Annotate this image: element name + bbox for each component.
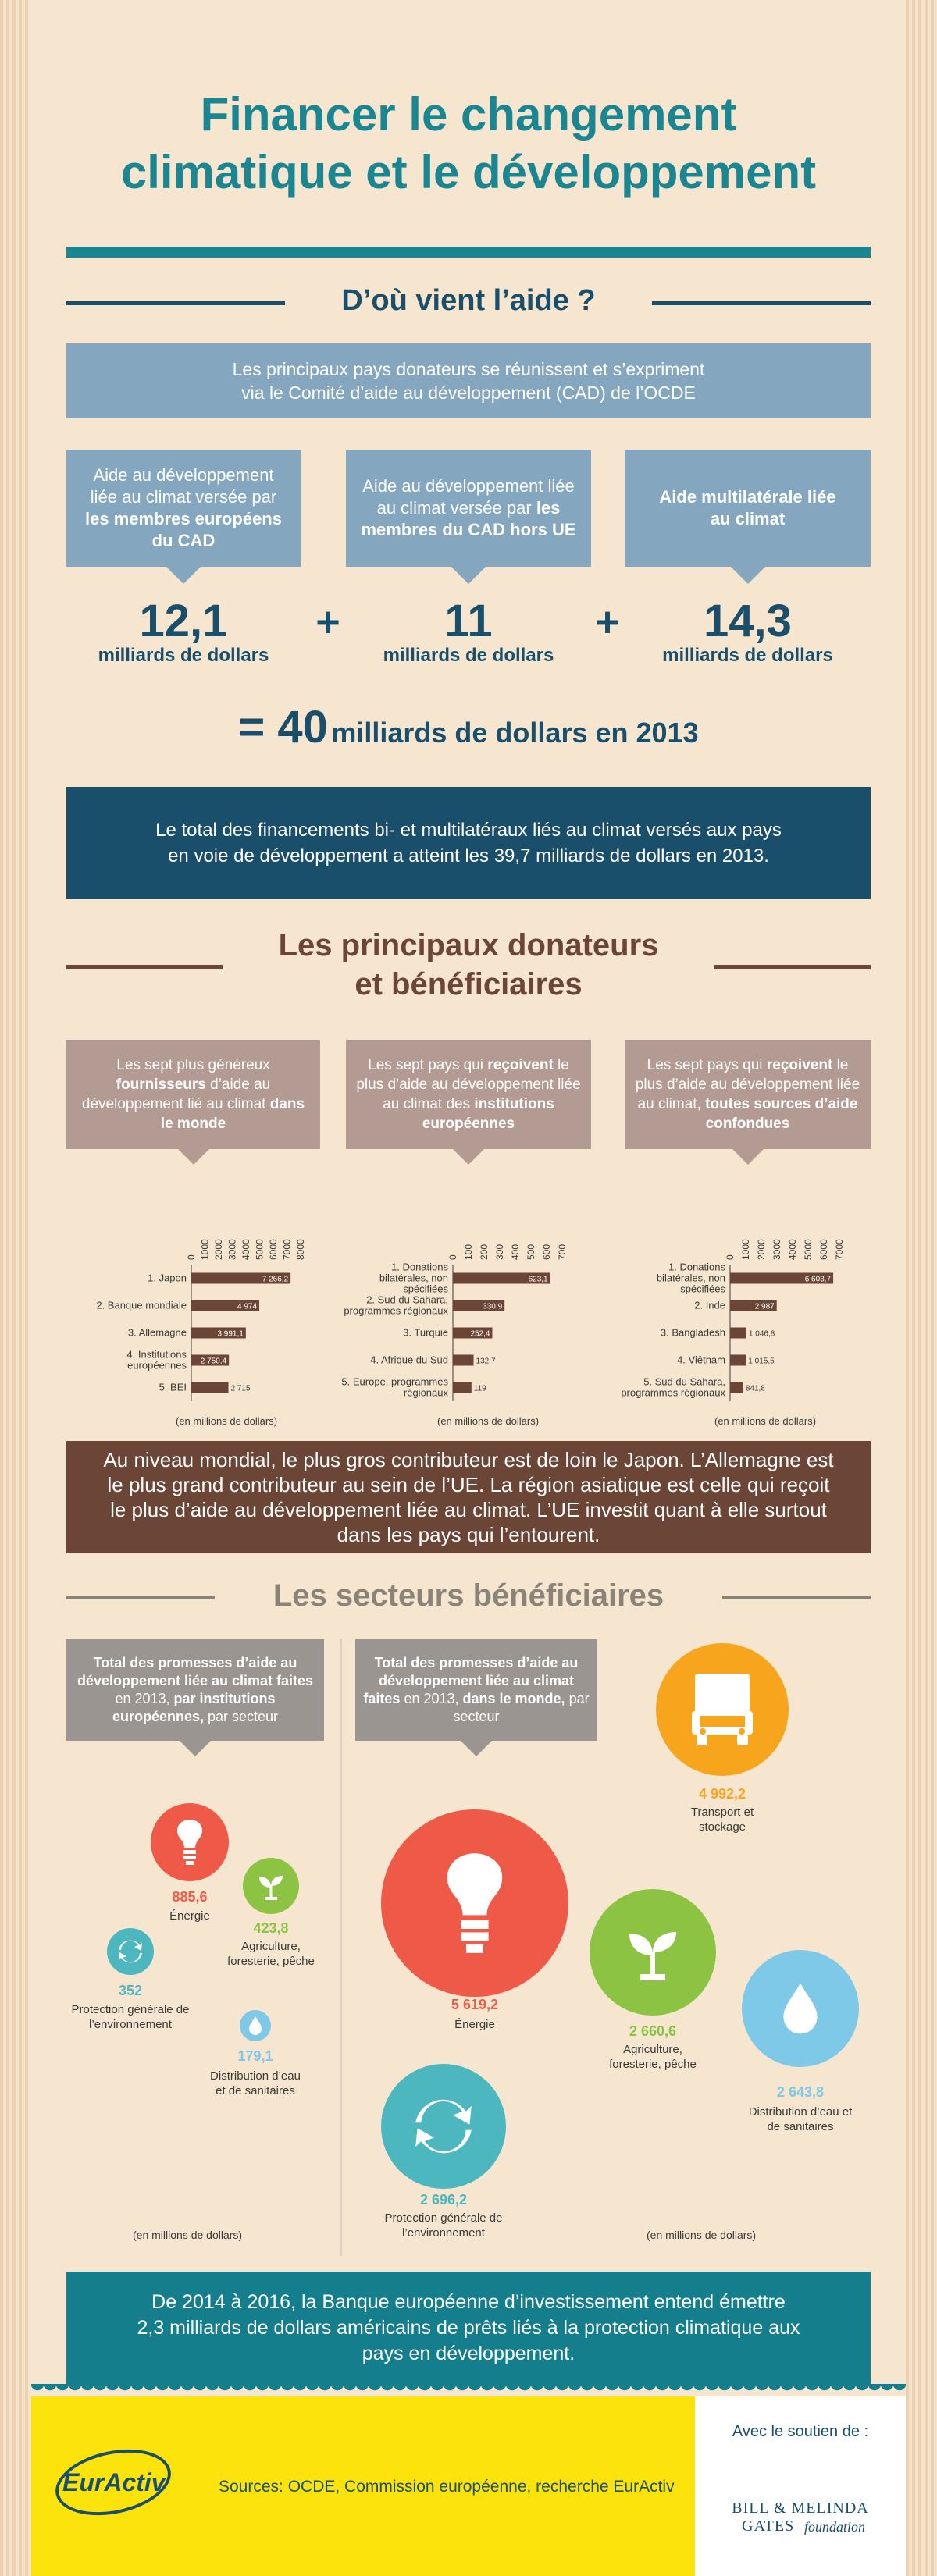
category-label: spécifiées xyxy=(680,1283,725,1295)
water-drop-icon xyxy=(248,2016,263,2036)
x-axis-label: (en millions de dollars) xyxy=(714,1415,817,1427)
bar xyxy=(730,1328,746,1339)
gates-logo-line-2: GATES xyxy=(742,2517,795,2535)
value-multilateral xyxy=(625,598,871,667)
source-box-text: Aide au développement liée au climat versée par xyxy=(90,465,277,507)
bar xyxy=(453,1382,472,1393)
tick-label: 0 xyxy=(725,1254,736,1260)
category-label: européennes xyxy=(127,1359,187,1372)
bar xyxy=(730,1355,746,1366)
tick-label: 1000 xyxy=(740,1239,751,1260)
partner-panel xyxy=(695,2396,906,2576)
box-text: par secteur xyxy=(453,1691,590,1724)
box-bold: institutions européennes xyxy=(422,1096,554,1132)
sectors-box-eu xyxy=(66,1639,324,1741)
box-text: le plus d’aide au développement liée au climat des xyxy=(356,1057,581,1112)
donor-box-providers xyxy=(66,1040,320,1149)
recycle-icon xyxy=(116,1937,144,1966)
tick-label: 300 xyxy=(494,1244,505,1260)
gates-logo-line-3: foundation xyxy=(804,2519,866,2535)
sectors-unit-note-left: (en millions de dollars) xyxy=(133,2229,243,2241)
data-label: 330,9 xyxy=(483,1302,503,1311)
title-divider xyxy=(66,247,871,258)
category-label: 3. Allemagne xyxy=(127,1326,187,1339)
box-bold: reçoivent xyxy=(766,1057,833,1073)
category-label: 2. Inde xyxy=(694,1299,725,1311)
sector-label: Protection générale de l’environnement xyxy=(71,2003,190,2031)
section-rule-left xyxy=(66,965,223,969)
dac-intro-line-1: Les principaux pays donateurs se réunissent et s’expriment xyxy=(232,359,705,379)
box-bold: Total des promesses d’aide au développement liée au climat faites xyxy=(363,1655,579,1706)
data-label: 623,1 xyxy=(528,1275,548,1284)
sector-label: Distribution d’eau et de sanitaires xyxy=(748,2105,853,2133)
section-rule-left xyxy=(66,1596,215,1599)
box-bold: dans le monde xyxy=(160,1096,305,1132)
sector-circle-agriculture xyxy=(590,1889,716,2016)
sector-label: Distribution d’eau et de sanitaires xyxy=(210,2069,301,2097)
tick-label: 3000 xyxy=(226,1239,238,1260)
sector-circle-environment xyxy=(381,2064,506,2189)
tick-label: 6000 xyxy=(268,1239,279,1260)
scallop-edge xyxy=(31,2384,906,2396)
data-label: 1 015,5 xyxy=(748,1357,775,1366)
box-text: d’aide au développement lié au climat xyxy=(81,1076,271,1112)
category-label: spécifiées xyxy=(403,1283,448,1295)
source-box-bold: les membres du CAD hors UE xyxy=(361,498,576,539)
section-heading-origin: D’où vient l’aide ? xyxy=(341,284,596,317)
section-rule-right xyxy=(722,1596,871,1599)
total-text: milliards de dollars en 2013 xyxy=(331,717,699,749)
category-label: 5. BEI xyxy=(159,1381,187,1393)
box-text: Les sept plus généreux xyxy=(116,1057,270,1073)
box-text: Les sept pays qui xyxy=(647,1057,763,1073)
sectors-unit-note-right: (en millions de dollars) xyxy=(647,2229,757,2241)
value-number: 12,1 xyxy=(139,596,228,646)
source-box-bold: les membres européens du CAD xyxy=(85,509,282,550)
category-label: bilatérales, non xyxy=(379,1272,448,1284)
sector-value: 423,8 xyxy=(253,1920,289,1936)
sector-circle-energy xyxy=(151,1803,229,1881)
value-number: 11 xyxy=(444,596,493,646)
title-line-1: Financer le changement xyxy=(200,88,737,141)
box-bold: Total des promesses d’aide au développement liée au climat faites xyxy=(77,1655,314,1688)
tick-label: 7000 xyxy=(281,1239,293,1260)
data-label: 841,8 xyxy=(745,1384,765,1393)
category-label: 4. Viêtnam xyxy=(677,1354,725,1366)
gates-logo-line-1: BILL & MELINDA xyxy=(732,2500,869,2517)
category-label: 1. Donations xyxy=(668,1261,725,1273)
sources-text: Sources: OCDE, Commission européenne, recherche EurActiv xyxy=(219,2478,675,2496)
dac-intro-box xyxy=(66,343,871,418)
bei-note: De 2014 à 2016, la Banque européenne d’investissement entend émettre 2,3 milliards de dollars américains de prêts liés à la protection climatique aux pays en développement. xyxy=(66,2272,871,2384)
truck-icon xyxy=(689,1672,756,1747)
donor-box-eu-recipients xyxy=(346,1040,591,1149)
section-rule-right xyxy=(714,965,871,969)
source-box-multilateral xyxy=(625,450,871,567)
sector-label: Énergie xyxy=(169,1909,210,1923)
data-label: 4 974 xyxy=(237,1302,258,1311)
box-bold: toutes sources d’aide confondues xyxy=(705,1096,858,1132)
tick-label: 600 xyxy=(541,1244,552,1260)
tick-label: 200 xyxy=(479,1244,490,1260)
box-bold: par institutions européennes, xyxy=(112,1691,276,1724)
box-bold: dans le monde, xyxy=(462,1691,565,1706)
source-box-non-eu-members xyxy=(346,450,591,567)
category-label: programmes régionaux xyxy=(344,1304,448,1317)
value-unit: milliards de dollars xyxy=(98,645,269,666)
data-label: 132,7 xyxy=(476,1357,496,1366)
box-text: en 2013, xyxy=(115,1691,170,1706)
sector-label: Protection générale de l’environnement xyxy=(384,2211,503,2240)
bulb-icon xyxy=(170,1818,209,1866)
sector-label: Transport et stockage xyxy=(690,1806,754,1834)
tick-label: 4000 xyxy=(240,1239,251,1260)
total-financing-note xyxy=(66,787,871,899)
sector-circle-water xyxy=(742,1950,859,2067)
category-label: 1. Donations xyxy=(391,1261,448,1273)
source-box-eu-members xyxy=(66,450,301,567)
left-stripe-border xyxy=(0,0,31,2576)
section-rule-left xyxy=(66,301,285,305)
sector-value: 2 660,6 xyxy=(629,2023,677,2039)
data-label: 3 991,1 xyxy=(217,1329,244,1339)
category-label: 2. Banque mondiale xyxy=(96,1299,187,1311)
note-line-2: en voie de développement a atteint les 39,7 milliards de dollars en 2013. xyxy=(168,845,769,866)
sector-value: 4 992,2 xyxy=(698,1786,746,1802)
data-label: 1 046,8 xyxy=(748,1329,775,1339)
box-text: Les sept pays qui xyxy=(368,1057,484,1073)
tick-label: 400 xyxy=(510,1244,521,1260)
bar xyxy=(191,1382,229,1393)
total-value: = 40 xyxy=(238,702,328,753)
data-label: 2 750,4 xyxy=(200,1357,227,1366)
category-label: régionaux xyxy=(403,1386,448,1399)
sector-value: 179,1 xyxy=(237,2048,273,2064)
category-label: 4. Institutions xyxy=(126,1348,187,1361)
x-axis-label: (en millions de dollars) xyxy=(176,1415,278,1427)
box-bold: reçoivent xyxy=(487,1057,554,1073)
title-line-2: climatique et le développement xyxy=(120,146,817,198)
sector-circle-environment xyxy=(107,1928,154,1975)
tick-label: 4000 xyxy=(787,1239,798,1260)
value-unit: milliards de dollars xyxy=(662,645,833,666)
tick-label: 2000 xyxy=(213,1239,224,1260)
tick-label: 3000 xyxy=(771,1239,782,1260)
data-label: 7 266,2 xyxy=(262,1275,289,1284)
sector-value: 352 xyxy=(118,1983,143,1998)
sector-circle-agriculture xyxy=(243,1858,299,1914)
euractiv-logo: EurActiv xyxy=(62,2468,166,2496)
sector-label: Énergie xyxy=(454,2018,495,2031)
chart-top-providers xyxy=(55,1202,336,1427)
tick-label: 700 xyxy=(557,1244,568,1260)
sprout-icon xyxy=(255,1870,287,1902)
sector-value: 885,6 xyxy=(172,1889,208,1905)
bulb-icon xyxy=(432,1848,518,1958)
total-line xyxy=(66,701,871,753)
water-drop-icon xyxy=(779,1980,821,2037)
sector-label: Agriculture, foresterie, pêche xyxy=(609,2043,697,2071)
tick-label: 100 xyxy=(463,1244,474,1260)
tick-label: 5000 xyxy=(803,1239,814,1260)
tick-label: 2000 xyxy=(756,1239,767,1260)
sector-value: 2 643,8 xyxy=(776,2084,825,2100)
data-label: 2 987 xyxy=(754,1302,775,1311)
bar xyxy=(453,1355,474,1366)
footer xyxy=(31,2396,906,2576)
category-label: 2. Sud du Sahara, xyxy=(366,1293,448,1306)
tick-label: 1000 xyxy=(199,1239,211,1260)
sectors-box-world xyxy=(355,1639,597,1741)
category-label: bilatérales, non xyxy=(656,1272,725,1284)
section-rule-right xyxy=(652,301,871,305)
section-heading-donors xyxy=(223,926,714,1004)
sector-circle-transport xyxy=(656,1643,789,1776)
page-title xyxy=(0,86,937,201)
sector-label: Agriculture, foresterie, pêche xyxy=(227,1940,315,1968)
data-label: 119 xyxy=(473,1384,486,1393)
data-label: 6 603,7 xyxy=(804,1275,832,1284)
source-box-bold: Aide multilatérale liée au climat xyxy=(659,487,836,528)
chart-all-recipients xyxy=(593,1202,875,1427)
data-label: 2 715 xyxy=(230,1384,251,1393)
x-axis-label: (en millions de dollars) xyxy=(437,1415,540,1427)
tick-label: 5000 xyxy=(254,1239,265,1260)
category-label: 3. Bangladesh xyxy=(660,1326,725,1339)
plus-sign: + xyxy=(315,599,340,646)
category-label: programmes régionaux xyxy=(621,1386,725,1399)
bar xyxy=(730,1382,743,1393)
note-line-1: Le total des financements bi- et multilatéraux liés au climat versés aux pays xyxy=(155,820,782,841)
sector-value: 2 696,2 xyxy=(419,2192,468,2208)
value-number: 14,3 xyxy=(704,596,792,646)
donor-box-all-recipients xyxy=(625,1040,871,1149)
tick-label: 8000 xyxy=(295,1239,306,1260)
sectors-divider xyxy=(340,1639,342,2256)
sector-circle-energy xyxy=(381,1809,568,1997)
heading-line-2: et bénéficiaires xyxy=(354,967,583,1002)
category-label: 3. Turquie xyxy=(403,1326,448,1339)
box-text: en 2013, xyxy=(404,1691,459,1706)
recycle-icon xyxy=(410,2093,477,2160)
box-bold: fournisseurs xyxy=(116,1076,206,1093)
box-text: par secteur xyxy=(208,1709,279,1724)
right-stripe-border xyxy=(906,0,937,2576)
tick-label: 500 xyxy=(526,1244,536,1260)
sector-circle-water xyxy=(240,2010,271,2041)
sprout-icon xyxy=(622,1921,684,1984)
category-label: 5. Europe, programmes xyxy=(341,1375,448,1388)
sector-value: 5 619,2 xyxy=(451,1997,499,2012)
value-non-eu xyxy=(346,598,591,667)
chart-eu-recipients xyxy=(316,1202,597,1427)
section-heading-sectors: Les secteurs bénéficiaires xyxy=(273,1578,664,1613)
tick-label: 6000 xyxy=(818,1239,829,1260)
data-label: 252,4 xyxy=(470,1329,490,1339)
heading-line-1: Les principaux donateurs xyxy=(278,928,659,962)
category-label: 4. Afrique du Sud xyxy=(370,1354,448,1366)
category-label: 5. Sud du Sahara, xyxy=(643,1375,725,1388)
tick-label: 0 xyxy=(447,1254,458,1260)
box-text: le plus d’aide au développement liée au climat, xyxy=(635,1057,860,1112)
category-label: 1. Japon xyxy=(148,1272,187,1284)
tick-label: 7000 xyxy=(834,1239,845,1260)
source-box-text: Aide au développement liée au climat versée par xyxy=(362,476,575,518)
dac-intro-line-2: via le Comité d’aide au développement (CAD) de l’OCDE xyxy=(241,382,696,403)
value-eu xyxy=(66,598,301,667)
plus-sign: + xyxy=(595,599,620,646)
tick-label: 0 xyxy=(186,1254,197,1260)
value-unit: milliards de dollars xyxy=(383,645,554,666)
support-label: Avec le soutien de : xyxy=(732,2423,869,2440)
donor-conclusion: Au niveau mondial, le plus gros contributeur est de loin le Japon. L’Allemagne est le plus grand contributeur au sein de l’UE. La région asiatique est celle qui reçoit le plus d’aide au développement liée au climat. L’UE investit quant à elle surtout dans les pays qui l’entourent. xyxy=(66,1441,871,1553)
